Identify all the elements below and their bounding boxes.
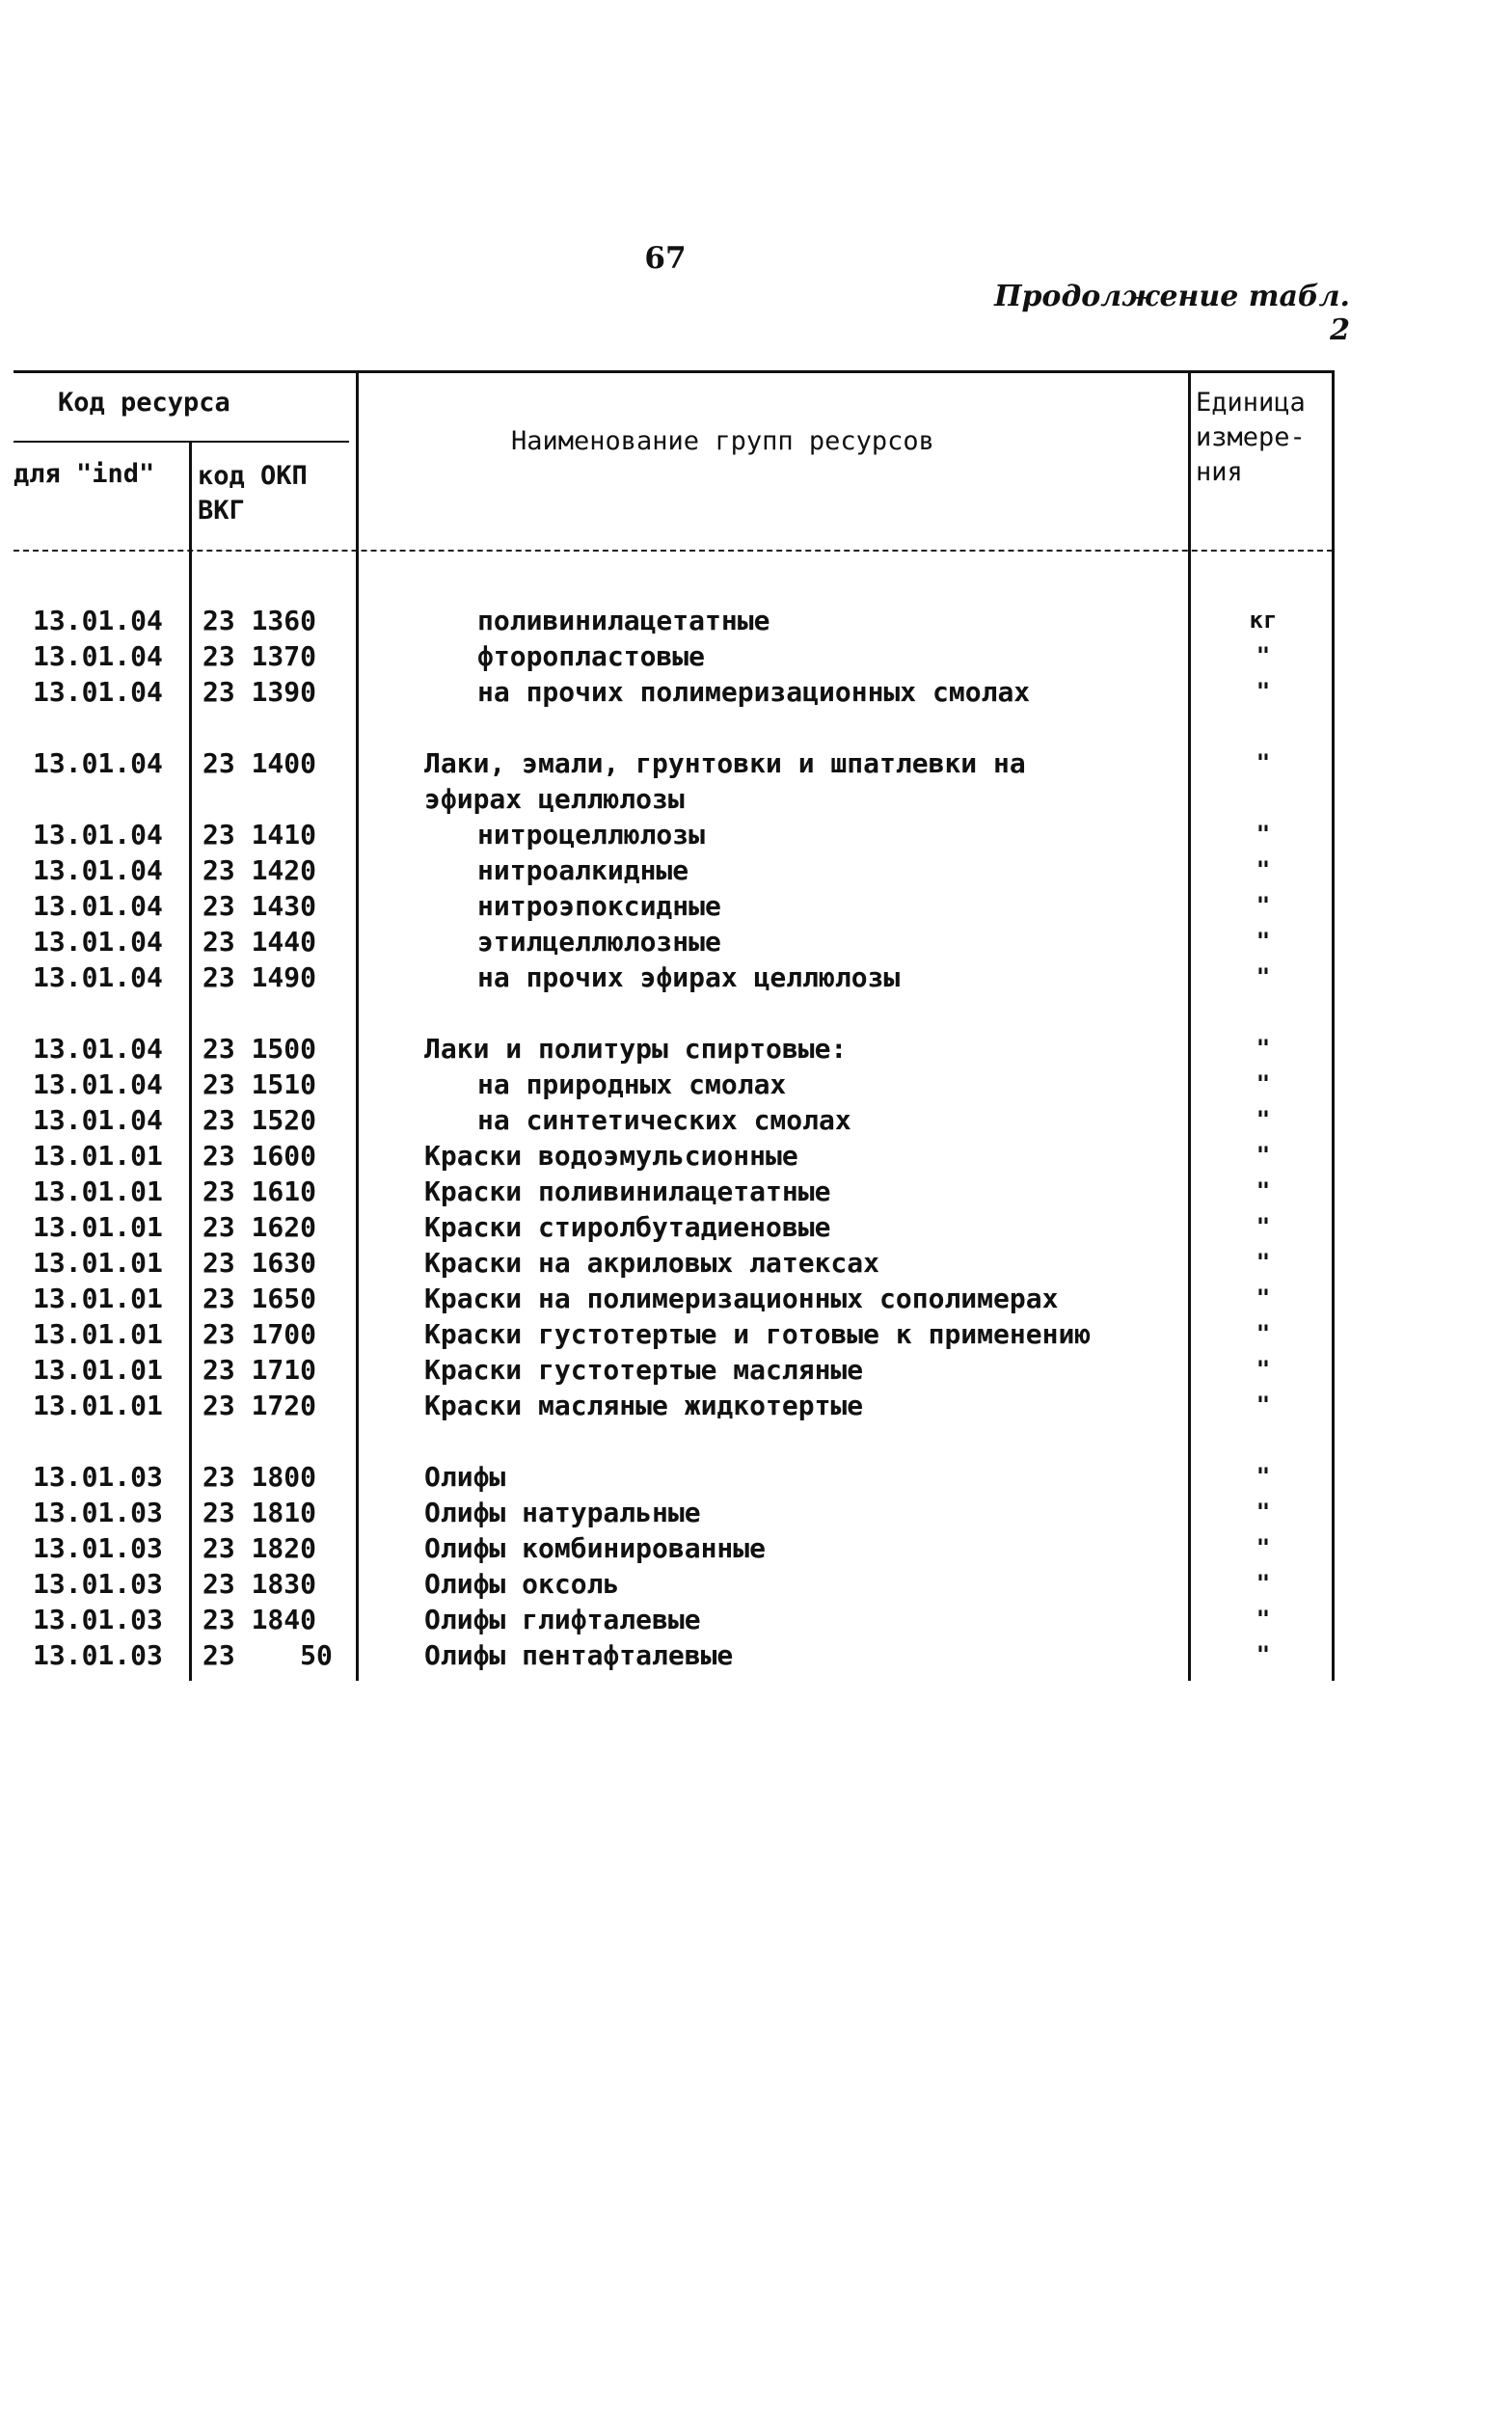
cell-unit: " (1256, 1606, 1271, 1633)
cell-code-okp: 23 1520 (202, 1104, 317, 1136)
cell-unit: " (1256, 856, 1271, 883)
header-col-unit-line3: ния (1196, 457, 1243, 487)
table-top-rule (14, 370, 1333, 373)
cell-resource-name: нитроэпоксидные (477, 890, 721, 922)
table-row (0, 781, 1512, 817)
cell-unit: " (1256, 821, 1271, 848)
cell-resource-name: поливинилацетатные (477, 605, 770, 636)
cell-code-okp: 23 1600 (202, 1140, 317, 1172)
cell-unit: " (1256, 1356, 1271, 1383)
cell-unit: " (1256, 749, 1271, 776)
cell-resource-name: Краски на полимеризационных сополимерах (424, 1283, 1059, 1314)
cell-code-ind: 13.01.04 (33, 676, 163, 708)
cell-resource-name: на природных смолах (477, 1068, 787, 1100)
table-row (0, 852, 1512, 888)
cell-code-okp: 23 1490 (202, 961, 317, 993)
cell-code-ind: 13.01.03 (33, 1604, 163, 1635)
cell-unit: " (1256, 1035, 1271, 1062)
cell-code-ind: 13.01.04 (33, 854, 163, 886)
cell-code-okp: 23 1620 (202, 1211, 317, 1243)
cell-unit: " (1256, 1249, 1271, 1276)
cell-code-ind: 13.01.04 (33, 1033, 163, 1065)
cell-code-ind: 13.01.01 (33, 1247, 163, 1279)
header-col-ind: для "ind" (14, 459, 155, 489)
header-col-name: Наименование групп ресурсов (511, 426, 934, 456)
table-row (0, 1388, 1512, 1423)
cell-code-ind: 13.01.04 (33, 1104, 163, 1136)
cell-unit: " (1256, 1641, 1271, 1668)
header-col-okp-line2: ВКГ (198, 496, 245, 526)
table-row (0, 1209, 1512, 1245)
cell-code-ind: 13.01.03 (33, 1461, 163, 1493)
cell-code-okp: 23 1700 (202, 1318, 317, 1350)
header-col-unit-line2: измере- (1196, 422, 1306, 452)
cell-code-ind: 13.01.04 (33, 926, 163, 958)
cell-unit: " (1256, 1142, 1271, 1169)
table-row (0, 603, 1512, 638)
cell-resource-name: Олифы комбинированные (424, 1532, 767, 1564)
cell-resource-name: Краски густотертые масляные (424, 1354, 864, 1386)
cell-unit: " (1256, 963, 1271, 990)
cell-code-ind: 13.01.04 (33, 961, 163, 993)
cell-resource-name: на синтетических смолах (477, 1104, 851, 1136)
table-row (0, 1495, 1512, 1530)
cell-unit: " (1256, 1320, 1271, 1347)
cell-resource-name: Лаки, эмали, грунтовки и шпатлевки на (424, 747, 1026, 779)
cell-unit: " (1256, 1284, 1271, 1311)
cell-resource-name: Краски водоэмульсионные (424, 1140, 798, 1172)
cell-unit: " (1256, 1463, 1271, 1490)
cell-unit: кг (1249, 607, 1278, 634)
header-resource-code: Код ресурса (58, 388, 230, 418)
cell-code-ind: 13.01.01 (33, 1390, 163, 1421)
cell-code-okp: 23 1650 (202, 1283, 317, 1314)
table-row (0, 1352, 1512, 1388)
cell-code-okp: 23 1370 (202, 640, 317, 672)
cell-code-okp: 23 50 (202, 1639, 333, 1671)
cell-code-okp: 23 1400 (202, 747, 317, 779)
cell-code-okp: 23 1510 (202, 1068, 317, 1100)
cell-code-okp: 23 1820 (202, 1532, 317, 1564)
cell-unit: " (1256, 1213, 1271, 1240)
cell-code-okp: 23 1390 (202, 676, 317, 708)
cell-code-ind: 13.01.01 (33, 1140, 163, 1172)
header-split-rule (14, 441, 349, 443)
cell-unit: " (1256, 678, 1271, 705)
cell-resource-name: нитроцеллюлозы (477, 819, 706, 851)
cell-unit: " (1256, 642, 1271, 669)
table-row (0, 1174, 1512, 1209)
cell-resource-name: Краски стиролбутадиеновые (424, 1211, 831, 1243)
cell-resource-name: Олифы (424, 1461, 506, 1493)
cell-unit: " (1256, 1499, 1271, 1526)
table-row (0, 1067, 1512, 1102)
cell-unit: " (1256, 1570, 1271, 1597)
cell-resource-name: Лаки и политуры спиртовые: (424, 1033, 848, 1065)
table-row (0, 817, 1512, 852)
cell-code-ind: 13.01.04 (33, 747, 163, 779)
cell-code-ind: 13.01.01 (33, 1211, 163, 1243)
cell-resource-name: Олифы оксоль (424, 1568, 620, 1600)
cell-resource-name: Олифы натуральные (424, 1497, 701, 1528)
table-row (0, 1031, 1512, 1067)
cell-unit: " (1256, 1177, 1271, 1204)
cell-code-ind: 13.01.04 (33, 605, 163, 636)
table-row (0, 638, 1512, 674)
cell-code-okp: 23 1830 (202, 1568, 317, 1600)
table-row (0, 1530, 1512, 1566)
table-row (0, 1138, 1512, 1174)
page-number: 67 (644, 241, 687, 276)
cell-code-ind: 13.01.01 (33, 1175, 163, 1207)
header-col-unit-line1: Единица (1196, 388, 1306, 418)
table-row (0, 1316, 1512, 1352)
table-row (0, 1602, 1512, 1637)
cell-code-ind: 13.01.03 (33, 1568, 163, 1600)
cell-resource-name: этилцеллюлозные (477, 926, 721, 958)
table-row (0, 1459, 1512, 1495)
cell-code-okp: 23 1720 (202, 1390, 317, 1421)
table-row (0, 1281, 1512, 1316)
cell-code-ind: 13.01.03 (33, 1639, 163, 1671)
table-row (0, 924, 1512, 959)
cell-code-okp: 23 1810 (202, 1497, 317, 1528)
cell-code-okp: 23 1430 (202, 890, 317, 922)
cell-resource-name: на прочих полимеризационных смолах (477, 676, 1031, 708)
table-row (0, 674, 1512, 710)
cell-code-okp: 23 1410 (202, 819, 317, 851)
header-bottom-rule (14, 550, 1333, 552)
table-continuation-label: Продолжение табл. 2 (994, 280, 1350, 347)
cell-resource-name: Краски густотертые и готовые к применению (424, 1318, 1092, 1350)
cell-unit: " (1256, 892, 1271, 919)
cell-unit: " (1256, 1534, 1271, 1561)
cell-resource-name: фторопластовые (477, 640, 706, 672)
cell-resource-name: нитроалкидные (477, 854, 689, 886)
cell-resource-name: Краски масляные жидкотертые (424, 1390, 864, 1421)
cell-code-ind: 13.01.04 (33, 1068, 163, 1100)
cell-code-ind: 13.01.03 (33, 1532, 163, 1564)
cell-code-ind: 13.01.03 (33, 1497, 163, 1528)
table-row (0, 745, 1512, 781)
cell-resource-name: на прочих эфирах целлюлозы (477, 961, 901, 993)
cell-resource-name: Олифы глифталевые (424, 1604, 701, 1635)
cell-unit: " (1256, 928, 1271, 955)
table-row (0, 888, 1512, 924)
cell-unit: " (1256, 1391, 1271, 1418)
cell-code-ind: 13.01.04 (33, 819, 163, 851)
table-row (0, 1566, 1512, 1602)
cell-code-okp: 23 1710 (202, 1354, 317, 1386)
table-row (0, 1245, 1512, 1281)
table-row (0, 1637, 1512, 1673)
cell-resource-name: Олифы пентафталевые (424, 1639, 734, 1671)
cell-unit: " (1256, 1070, 1271, 1097)
cell-resource-name: Краски на акриловых латексах (424, 1247, 880, 1279)
cell-code-okp: 23 1420 (202, 854, 317, 886)
cell-resource-name: эфирах целлюлозы (424, 783, 685, 815)
cell-code-okp: 23 1360 (202, 605, 317, 636)
header-col-okp-line1: код ОКП (198, 461, 308, 491)
table-row (0, 1102, 1512, 1138)
cell-code-okp: 23 1500 (202, 1033, 317, 1065)
cell-code-ind: 13.01.01 (33, 1283, 163, 1314)
cell-code-ind: 13.01.04 (33, 890, 163, 922)
cell-code-okp: 23 1630 (202, 1247, 317, 1279)
cell-resource-name: Краски поливинилацетатные (424, 1175, 831, 1207)
cell-code-ind: 13.01.04 (33, 640, 163, 672)
cell-code-okp: 23 1800 (202, 1461, 317, 1493)
cell-unit: " (1256, 1106, 1271, 1133)
cell-code-okp: 23 1610 (202, 1175, 317, 1207)
table-row (0, 959, 1512, 995)
cell-code-ind: 13.01.01 (33, 1318, 163, 1350)
cell-code-okp: 23 1840 (202, 1604, 317, 1635)
cell-code-okp: 23 1440 (202, 926, 317, 958)
cell-code-ind: 13.01.01 (33, 1354, 163, 1386)
